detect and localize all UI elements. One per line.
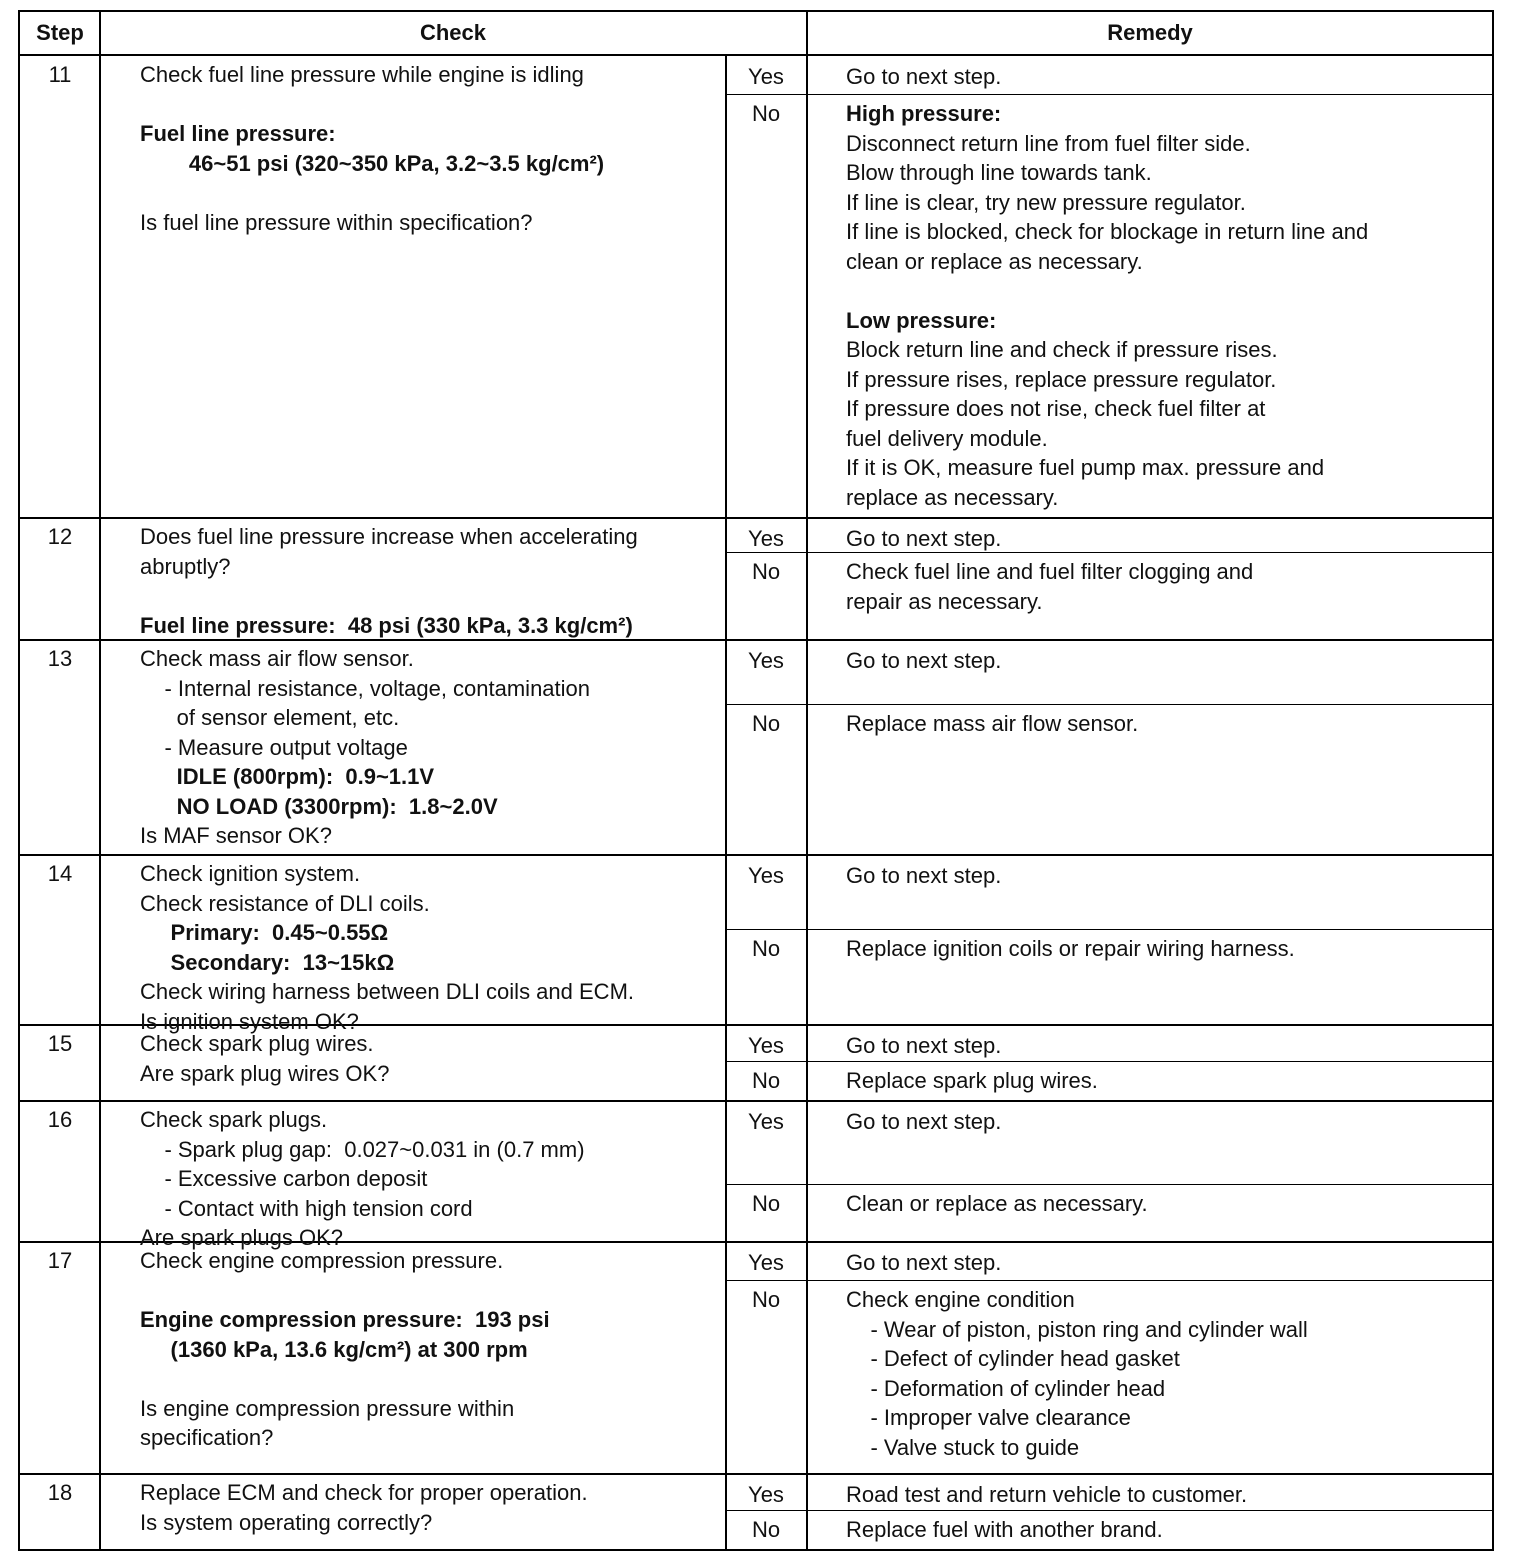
yes-label: Yes [748,526,784,551]
no-label: No [751,559,781,584]
no-line: Replace fuel with another brand. [846,1517,1163,1542]
no-line: - Improper valve clearance [846,1405,1131,1430]
yes-line: Go to next step. [846,64,1002,89]
remedy-yes [846,1248,1491,1278]
no-line: Replace spark plug wires. [846,1068,1098,1093]
no-line: - Wear of piston, piston ring and cylinder wall [846,1316,1308,1342]
no-label: No [751,1191,781,1216]
no-line: clean or replace as necessary. [846,248,1143,274]
no-line: Blow through line towards tank. [846,160,1152,185]
yes-no-divider [725,1280,1492,1281]
step-number: 15 [47,1031,73,1056]
col-divider-yesno [725,55,727,1549]
check-line: Secondary: 13~15kΩ [140,949,395,975]
step-number: 17 [47,1248,73,1273]
no-line: Clean or replace as necessary. [846,1191,1148,1216]
check-text [140,1246,725,1453]
remedy-no [846,99,1491,512]
no-label: No [751,1287,781,1312]
yes-no-divider [725,704,1492,705]
row-divider [20,1473,1492,1475]
yes-no-divider [725,1184,1492,1185]
yes-line: Go to next step. [846,1109,1002,1134]
check-line: IDLE (800rpm): 0.9~1.1V [140,764,435,789]
remedy-no [846,557,1491,616]
no-line: If line is clear, try new pressure regulator. [846,189,1246,215]
check-line: Check fuel line pressure while engine is idling [140,62,584,87]
check-line: Fuel line pressure: [140,121,336,146]
no-line [846,276,1491,306]
yes-line: Go to next step. [846,863,1002,888]
check-line: - Measure output voltage [140,734,408,760]
check-line: Fuel line pressure: 48 psi (330 kPa, 3.3 kg/cm²) [140,612,633,638]
yes-label: Yes [748,1109,784,1134]
header-remedy: Remedy [1107,20,1193,45]
check-line: Check wiring harness between DLI coils and ECM. [140,979,635,1004]
step-number: 18 [47,1480,73,1505]
remedy-no [846,1515,1491,1545]
remedy-yes [846,524,1491,554]
no-label: No [751,711,781,736]
remedy-no [846,1066,1491,1096]
check-line: - Excessive carbon deposit [140,1166,428,1191]
check-line: NO LOAD (3300rpm): 1.8~2.0V [140,793,498,819]
no-line: Block return line and check if pressure rises. [846,337,1278,362]
check-line [140,1276,725,1306]
check-text [140,644,725,851]
check-line: Engine compression pressure: 193 psi [140,1307,550,1332]
remedy-no [846,934,1491,964]
yes-label: Yes [748,1033,784,1058]
check-line: Is MAF sensor OK? [140,823,332,848]
check-line: - Spark plug gap: 0.027~0.031 in (0.7 mm) [140,1136,585,1162]
check-line: Is system operating correctly? [140,1509,433,1535]
remedy-no [846,1285,1491,1462]
no-line: Check fuel line and fuel filter clogging and [846,559,1254,584]
step-number: 14 [47,861,73,886]
no-line: repair as necessary. [846,588,1043,614]
col-divider-step [99,12,101,1549]
check-line: abruptly? [140,553,231,579]
step-number: 13 [47,646,73,671]
yes-line: Road test and return vehicle to customer. [846,1482,1248,1507]
check-line: of sensor element, etc. [140,705,400,730]
check-line: Check spark plug wires. [140,1031,374,1056]
no-line: Check engine condition [846,1287,1075,1312]
row-divider [20,854,1492,856]
diagnostic-table [18,10,1494,1551]
check-line: Check ignition system. [140,861,361,886]
check-line: Does fuel line pressure increase when accelerating [140,524,638,549]
yes-no-divider [725,94,1492,95]
no-line: Disconnect return line from fuel filter side. [846,130,1251,156]
header-check: Check [419,20,487,45]
col-divider-remedy [806,12,808,1549]
check-line: 46~51 psi (320~350 kPa, 3.2~3.5 kg/cm²) [140,150,605,176]
no-line: If it is OK, measure fuel pump max. pressure and [846,455,1325,480]
check-line: Check spark plugs. [140,1107,328,1132]
no-line: If pressure does not rise, check fuel filter at [846,396,1266,421]
no-line: Replace ignition coils or repair wiring harness. [846,936,1295,961]
yes-line: Go to next step. [846,1250,1002,1275]
no-label: No [751,1068,781,1093]
yes-label: Yes [748,648,784,673]
check-line [140,1364,725,1394]
yes-no-divider [725,1510,1492,1511]
no-line: - Defect of cylinder head gasket [846,1346,1180,1371]
remedy-no [846,1189,1491,1219]
yes-line: Go to next step. [846,526,1002,551]
check-text [140,1105,725,1253]
yes-no-divider [725,929,1492,930]
yes-label: Yes [748,64,784,89]
check-line [140,178,725,208]
remedy-yes [846,646,1491,676]
no-line: If line is blocked, check for blockage in return line and [846,219,1369,244]
step-number: 12 [47,524,73,549]
check-line: Primary: 0.45~0.55Ω [140,920,389,945]
header-divider [20,54,1492,56]
row-divider [20,517,1492,519]
check-line: Check engine compression pressure. [140,1248,504,1273]
check-line: Are spark plugs OK? [140,1225,343,1250]
check-line: specification? [140,1425,274,1450]
check-line [140,90,725,120]
yes-line: Go to next step. [846,1033,1002,1058]
check-text [140,522,725,640]
check-text [140,1478,725,1537]
remedy-yes [846,1107,1491,1137]
check-text [140,859,725,1036]
remedy-yes [846,861,1491,891]
yes-label: Yes [748,1482,784,1507]
no-line: fuel delivery module. [846,425,1048,451]
no-line: If pressure rises, replace pressure regulator. [846,366,1277,392]
no-line: - Valve stuck to guide [846,1434,1080,1460]
no-label: No [751,101,781,126]
check-line: Is engine compression pressure within [140,1395,515,1421]
yes-label: Yes [748,863,784,888]
no-line: Replace mass air flow sensor. [846,711,1139,736]
header-step: Step [36,20,84,45]
check-line: Is ignition system OK? [140,1008,359,1034]
no-line: - Deformation of cylinder head [846,1375,1166,1401]
yes-line: Go to next step. [846,648,1002,673]
check-line [140,581,725,611]
check-line: Check mass air flow sensor. [140,646,414,671]
check-line: Are spark plug wires OK? [140,1060,390,1086]
check-line: Is fuel line pressure within specification? [140,209,533,235]
no-label: No [751,1517,781,1542]
no-line: Low pressure: [846,307,997,333]
remedy-yes [846,1031,1491,1061]
check-line: Check resistance of DLI coils. [140,890,430,916]
no-line: replace as necessary. [846,484,1059,510]
check-text [140,1029,725,1088]
yes-no-divider [725,1061,1492,1062]
check-line: - Contact with high tension cord [140,1195,473,1221]
remedy-yes [846,62,1491,92]
step-number: 11 [48,62,72,87]
remedy-no [846,709,1491,739]
check-line: Replace ECM and check for proper operation. [140,1480,588,1505]
row-divider [20,1100,1492,1102]
check-line: (1360 kPa, 13.6 kg/cm²) at 300 rpm [140,1336,528,1362]
yes-label: Yes [748,1250,784,1275]
step-number: 16 [47,1107,73,1132]
remedy-yes [846,1480,1491,1510]
no-line: High pressure: [846,101,1002,126]
check-text [140,60,725,237]
no-label: No [751,936,781,961]
check-line: - Internal resistance, voltage, contamination [140,675,591,701]
